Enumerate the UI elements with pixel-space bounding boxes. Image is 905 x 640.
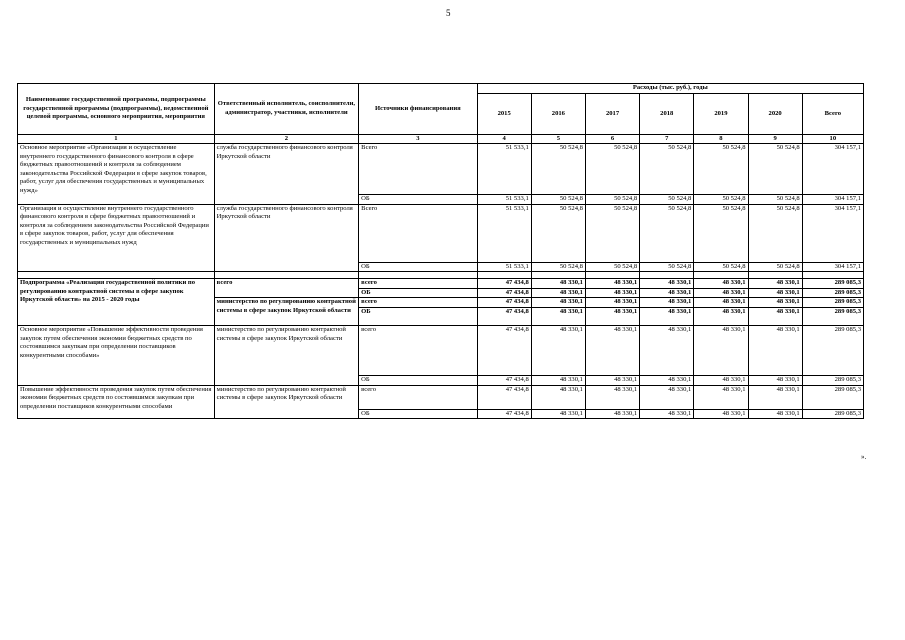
header-name: Наименование государственной программы, подпрограммы государственной программы (подпрограммы), ведомственной целевой программы, основного мероприятия, мероприятия xyxy=(18,84,215,135)
column-number: 2 xyxy=(214,135,359,144)
activity-name: Основное мероприятие «Повышение эффективности проведения закупок путем обеспечения экономии бюджетных средств по состоявшимся закупкам при определении поставщиков конкурентными способами» xyxy=(18,325,215,385)
header-year: 2016 xyxy=(531,94,585,135)
amount-cell: 48 330,1 xyxy=(531,385,585,409)
column-number: 1 xyxy=(18,135,215,144)
amount-cell: 48 330,1 xyxy=(640,288,694,298)
amount-cell: 48 330,1 xyxy=(694,325,748,375)
amount-cell: 48 330,1 xyxy=(748,409,802,419)
empty-cell xyxy=(748,272,802,279)
empty-cell xyxy=(585,272,639,279)
amount-cell: 48 330,1 xyxy=(585,385,639,409)
funding-source: ОБ xyxy=(359,262,477,272)
empty-cell xyxy=(477,272,531,279)
amount-cell: 48 330,1 xyxy=(640,307,694,325)
empty-cell xyxy=(802,272,863,279)
amount-cell: 289 085,3 xyxy=(802,385,863,409)
amount-cell: 50 524,8 xyxy=(585,144,639,195)
amount-cell: 48 330,1 xyxy=(748,298,802,308)
amount-cell: 48 330,1 xyxy=(640,298,694,308)
funding-source: всего xyxy=(359,279,477,289)
amount-cell: 48 330,1 xyxy=(640,279,694,289)
amount-cell: 50 524,8 xyxy=(640,262,694,272)
amount-cell: 50 524,8 xyxy=(694,144,748,195)
amount-cell: 48 330,1 xyxy=(585,325,639,375)
column-number: 6 xyxy=(585,135,639,144)
amount-cell: 50 524,8 xyxy=(748,195,802,205)
spacer-row xyxy=(18,272,864,279)
table-row xyxy=(18,204,864,262)
amount-cell: 48 330,1 xyxy=(748,385,802,409)
table-row xyxy=(18,325,864,375)
funding-source: ОБ xyxy=(359,409,477,419)
amount-cell: 289 085,3 xyxy=(802,325,863,375)
column-number: 4 xyxy=(477,135,531,144)
funding-source: ОБ xyxy=(359,375,477,385)
funding-source: ОБ xyxy=(359,195,477,205)
amount-cell: 48 330,1 xyxy=(531,375,585,385)
column-number: 9 xyxy=(748,135,802,144)
amount-cell: 47 434,8 xyxy=(477,288,531,298)
header-executor: Ответственный исполнитель, соисполнители, администратор, участники, исполнители xyxy=(214,84,359,135)
empty-cell xyxy=(694,272,748,279)
amount-cell: 48 330,1 xyxy=(640,385,694,409)
amount-cell: 47 434,8 xyxy=(477,298,531,308)
amount-cell: 50 524,8 xyxy=(748,262,802,272)
amount-cell: 304 157,1 xyxy=(802,195,863,205)
header-year: 2020 xyxy=(748,94,802,135)
empty-cell xyxy=(359,272,477,279)
amount-cell: 48 330,1 xyxy=(585,288,639,298)
executor: всего xyxy=(214,279,359,298)
amount-cell: 47 434,8 xyxy=(477,325,531,375)
amount-cell: 50 524,8 xyxy=(531,144,585,195)
executor: министерство по регулированию контрактной системы в сфере закупок Иркутской области xyxy=(214,325,359,385)
amount-cell: 50 524,8 xyxy=(694,204,748,262)
amount-cell: 48 330,1 xyxy=(640,325,694,375)
amount-cell: 47 434,8 xyxy=(477,307,531,325)
amount-cell: 50 524,8 xyxy=(748,144,802,195)
amount-cell: 48 330,1 xyxy=(748,375,802,385)
amount-cell: 48 330,1 xyxy=(694,375,748,385)
column-number: 8 xyxy=(694,135,748,144)
amount-cell: 48 330,1 xyxy=(585,409,639,419)
amount-cell: 47 434,8 xyxy=(477,279,531,289)
amount-cell: 50 524,8 xyxy=(640,204,694,262)
amount-cell: 50 524,8 xyxy=(694,262,748,272)
amount-cell: 48 330,1 xyxy=(640,375,694,385)
amount-cell: 50 524,8 xyxy=(640,195,694,205)
amount-cell: 289 085,3 xyxy=(802,307,863,325)
amount-cell: 47 434,8 xyxy=(477,375,531,385)
amount-cell: 289 085,3 xyxy=(802,279,863,289)
column-number: 7 xyxy=(640,135,694,144)
funding-source: всего xyxy=(359,298,477,308)
header-expenses-group: Расходы (тыс. руб.), годы xyxy=(477,84,863,94)
amount-cell: 48 330,1 xyxy=(531,279,585,289)
funding-source: ОБ xyxy=(359,307,477,325)
amount-cell: 304 157,1 xyxy=(802,144,863,195)
page-number: 5 xyxy=(446,8,451,18)
executor: министерство по регулированию контрактной системы в сфере закупок Иркутской области xyxy=(214,385,359,419)
amount-cell: 48 330,1 xyxy=(531,298,585,308)
amount-cell: 47 434,8 xyxy=(477,409,531,419)
executor: служба государственного финансового контроля Иркутской области xyxy=(214,204,359,272)
header-year: 2015 xyxy=(477,94,531,135)
amount-cell: 48 330,1 xyxy=(531,288,585,298)
amount-cell: 48 330,1 xyxy=(694,385,748,409)
amount-cell: 47 434,8 xyxy=(477,385,531,409)
header-total: Всего xyxy=(802,94,863,135)
amount-cell: 48 330,1 xyxy=(531,409,585,419)
amount-cell: 289 085,3 xyxy=(802,409,863,419)
amount-cell: 50 524,8 xyxy=(640,144,694,195)
amount-cell: 50 524,8 xyxy=(748,204,802,262)
amount-cell: 51 533,1 xyxy=(477,204,531,262)
funding-source: всего xyxy=(359,325,477,375)
table-row xyxy=(18,144,864,195)
amount-cell: 48 330,1 xyxy=(748,288,802,298)
amount-cell: 48 330,1 xyxy=(585,375,639,385)
empty-cell xyxy=(18,272,215,279)
amount-cell: 48 330,1 xyxy=(748,325,802,375)
activity-name: Организация и осуществление внутреннего государственного финансового контроля в сфере бюджетных правоотношений и контроля за соблюдением законодательства Российской Федерации в сфере закупок товаров, работ, услуг для обеспечения государственных и муниципальных нужд xyxy=(18,204,215,272)
table-row xyxy=(18,385,864,409)
table-row xyxy=(18,279,864,289)
amount-cell: 50 524,8 xyxy=(531,204,585,262)
amount-cell: 48 330,1 xyxy=(694,279,748,289)
amount-cell: 48 330,1 xyxy=(585,279,639,289)
amount-cell: 304 157,1 xyxy=(802,204,863,262)
amount-cell: 48 330,1 xyxy=(640,409,694,419)
amount-cell: 50 524,8 xyxy=(585,262,639,272)
header-year: 2018 xyxy=(640,94,694,135)
empty-cell xyxy=(214,272,359,279)
amount-cell: 50 524,8 xyxy=(694,195,748,205)
column-number: 3 xyxy=(359,135,477,144)
amount-cell: 50 524,8 xyxy=(531,262,585,272)
amount-cell: 304 157,1 xyxy=(802,262,863,272)
amount-cell: 50 524,8 xyxy=(585,195,639,205)
amount-cell: 48 330,1 xyxy=(694,307,748,325)
program-name: Подпрограмма «Реализация государственной политики по регулированию контрактной системы в сфере закупок Иркутской области» на 2015 - 2020 годы xyxy=(18,279,215,326)
amount-cell: 289 085,3 xyxy=(802,375,863,385)
amount-cell: 48 330,1 xyxy=(531,325,585,375)
activity-name: Повышение эффективности проведения закупок путем обеспечения экономии бюджетных средств по состоявшимся закупкам при определении поставщиков конкурентными способами xyxy=(18,385,215,419)
amount-cell: 48 330,1 xyxy=(694,298,748,308)
amount-cell: 48 330,1 xyxy=(585,307,639,325)
amount-cell: 48 330,1 xyxy=(531,307,585,325)
header-source: Источники финансирования xyxy=(359,84,477,135)
funding-source: всего xyxy=(359,385,477,409)
activity-name: Основное мероприятие «Организация и осуществление внутреннего государственного финансового контроля в сфере бюджетных правоотношений и контроля за соблюдением законодательства Российской Федерации в сфере закупок товаров, работ, услуг для обеспечения государственных и муниципальных нужд» xyxy=(18,144,215,205)
closing-mark: ». xyxy=(861,453,867,461)
amount-cell: 51 533,1 xyxy=(477,195,531,205)
amount-cell: 48 330,1 xyxy=(694,409,748,419)
amount-cell: 289 085,3 xyxy=(802,288,863,298)
amount-cell: 48 330,1 xyxy=(748,279,802,289)
executor: служба государственного финансового контроля Иркутской области xyxy=(214,144,359,205)
executor: министерство по регулированию контрактной системы в сфере закупок Иркутской области xyxy=(214,298,359,326)
amount-cell: 289 085,3 xyxy=(802,298,863,308)
funding-source: ОБ xyxy=(359,288,477,298)
amount-cell: 50 524,8 xyxy=(531,195,585,205)
column-number: 10 xyxy=(802,135,863,144)
amount-cell: 51 533,1 xyxy=(477,262,531,272)
amount-cell: 48 330,1 xyxy=(748,307,802,325)
table-body xyxy=(18,144,864,419)
amount-cell: 48 330,1 xyxy=(585,298,639,308)
header-year: 2017 xyxy=(585,94,639,135)
column-number: 5 xyxy=(531,135,585,144)
amount-cell: 50 524,8 xyxy=(585,204,639,262)
expenditure-table xyxy=(17,83,864,419)
empty-cell xyxy=(640,272,694,279)
funding-source: Всего xyxy=(359,204,477,262)
amount-cell: 48 330,1 xyxy=(694,288,748,298)
empty-cell xyxy=(531,272,585,279)
header-year: 2019 xyxy=(694,94,748,135)
amount-cell: 51 533,1 xyxy=(477,144,531,195)
funding-source: Всего xyxy=(359,144,477,195)
